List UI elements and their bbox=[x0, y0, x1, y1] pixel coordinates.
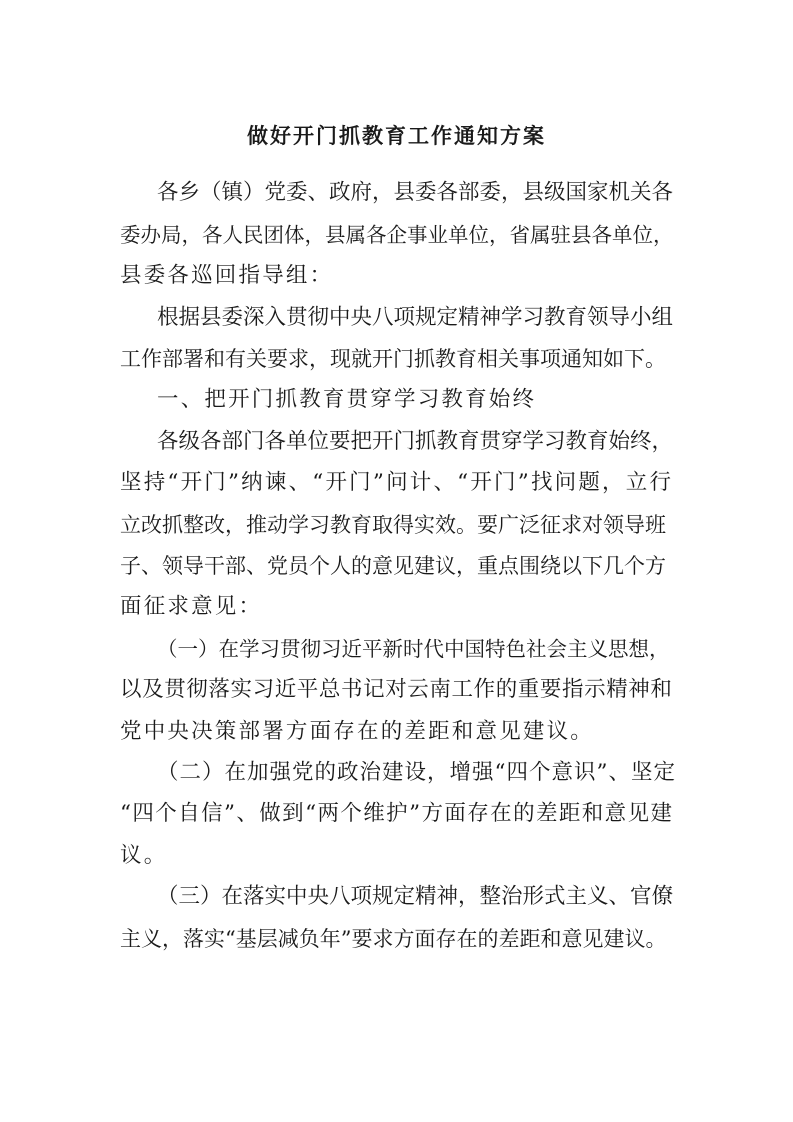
item-1-line-1: （一）在学习贯彻习近平新时代中国特色社会主义思想， bbox=[157, 637, 670, 661]
item-1-line-3: 党中央决策部署方面存在的差距和意见建议。 bbox=[120, 719, 595, 744]
document-title: 做好开门抓教育工作通知方案 bbox=[247, 123, 546, 148]
intro-paragraph-line-1: 根据县委深入贯彻中央八项规定精神学习教育领导小组 bbox=[157, 305, 674, 330]
section-1-paragraph-line-4: 子、领导干部、党员个人的意见建议，重点围绕以下几个方 bbox=[120, 554, 666, 578]
item-2-line-2: “四个自信”、做到“两个维护”方面存在的差距和意见建 bbox=[120, 801, 674, 826]
item-3-line-1: （三）在落实中央八项规定精神，整治形式主义、官僚 bbox=[157, 884, 674, 909]
section-heading-1: 一、把开门抓教育贯穿学习教育始终 bbox=[157, 387, 537, 412]
item-1-line-2: 以及贯彻落实习近平总书记对云南工作的重要指示精神和 bbox=[120, 677, 673, 702]
section-1-paragraph-line-2: 坚持“开门”纳谏、“开门”问计、“开门”找问题，立行 bbox=[120, 470, 674, 495]
section-1-paragraph-line-1: 各级各部门各单位要把开门抓教育贯穿学习教育始终， bbox=[157, 429, 674, 454]
item-2-line-1: （二）在加强党的政治建设，增强“四个意识”、坚定 bbox=[157, 760, 676, 785]
item-3-line-2: 主义，落实“基层减负年”要求方面存在的差距和意见建议。 bbox=[120, 927, 667, 951]
salutation-line-2: 委办局，各人民团体，县属各企事业单位，省属驻县各单位， bbox=[120, 223, 674, 247]
section-1-paragraph-line-5: 面征求意见： bbox=[120, 594, 263, 619]
salutation-line-1: 各乡（镇）党委、政府，县委各部委，县级国家机关各 bbox=[157, 180, 674, 205]
intro-paragraph-line-2: 工作部署和有关要求，现就开门抓教育相关事项通知如下。 bbox=[120, 347, 666, 371]
section-1-paragraph-line-3: 立改抓整改，推动学习教育取得实效。要广泛征求对领导班 bbox=[120, 513, 666, 537]
salutation-line-3: 县委各巡回指导组： bbox=[120, 263, 334, 288]
item-2-line-3: 议。 bbox=[120, 843, 168, 868]
